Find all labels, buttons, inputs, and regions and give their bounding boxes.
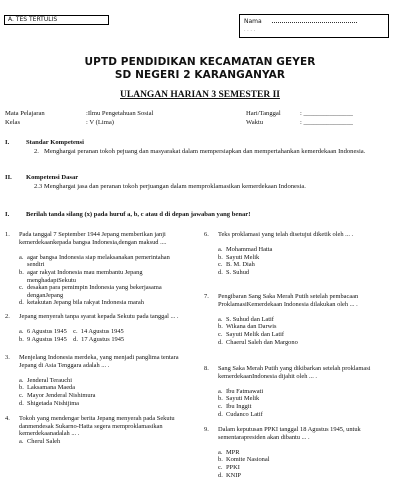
date-label: Hari/Tanggal [246, 110, 281, 117]
subject-label: Mata Pelajaran [5, 110, 45, 117]
class-row: . . . . [244, 27, 256, 33]
answer-option[interactable] [218, 449, 388, 457]
option-letter: a. [19, 328, 24, 336]
option-text: Mayor Jenderal Nishimura [27, 392, 96, 399]
option-text: Ibu Inggit [226, 403, 252, 410]
question-text: Dalam keputusan PPKI tanggal 18 Agustus 1945, untuk sementarapresiden akan dibantu ... . [218, 426, 361, 441]
question-number: 1. [5, 231, 10, 238]
section-1-item: Menghargai peranan tokoh pejuang dan masyarakat dalam mempersiapkan dan mempertahankan kemerdekaan Indonesia. [44, 148, 366, 155]
question-number: 6. [204, 231, 209, 238]
option-text: Cherul Saleh [27, 437, 61, 445]
option-text: Shigetada Nishijima [27, 399, 80, 407]
question-number: 7. [204, 293, 209, 300]
question-text: Pada tanggal 7 September 1944 Jepang memberikan janji kemerdekaankepada bangsa Indonesia,dengan maksud .... [19, 231, 167, 246]
test-type-label: A. TES TERTULIS [8, 16, 58, 23]
question-text: Sang Saka Merah Putih yang dikibarkan setelah proklamasi kemerdekaanIndonesia dijahit oleh ... . [218, 365, 371, 380]
time-value[interactable]: : _______________ [300, 119, 353, 126]
option-letter: c. [19, 392, 24, 399]
answer-option[interactable] [218, 403, 388, 411]
answer-option[interactable] [218, 388, 388, 396]
option-text: Mohammad Hatta [226, 246, 273, 254]
answer-option[interactable] [19, 299, 189, 307]
option-letter: b. [19, 384, 24, 392]
option-text: KNIP [226, 471, 241, 479]
option-letter: c. [218, 331, 223, 338]
answer-option[interactable] [19, 269, 189, 284]
option-text: S. Suhud [226, 269, 250, 276]
answer-option[interactable] [218, 395, 388, 403]
answer-option[interactable] [218, 316, 388, 324]
option-text: Sayuti Melik [226, 253, 260, 261]
section-2-title: Kompetensi Dasar [26, 174, 79, 181]
question-text: Teks proklamasi yang telah disetujui diketik oleh ... . [218, 231, 354, 238]
test-type-box [4, 15, 109, 25]
question-text: Tokoh yang mendengar berita Jepang menyerah pada Sekutu danmendesak Sukarno-Hatta segera memproklamasikan kemerdekaanadalah ... . [19, 415, 175, 437]
class-label: Kelas [5, 119, 21, 126]
answer-option[interactable] [218, 261, 388, 269]
option-letter: d. [218, 338, 223, 346]
time-label: Waktu [246, 119, 264, 126]
answer-option[interactable] [19, 254, 189, 269]
option-text: PPKI [226, 464, 240, 471]
section-2-number: II. [5, 174, 12, 181]
section-2-item: 2.3 Menghargai jasa dan peranan tokoh perjuangan dalam memproklamasikan kemerdekaan Indonesia. [34, 183, 306, 190]
answer-option[interactable] [218, 254, 388, 262]
option-letter: b. [218, 253, 223, 261]
option-text: Chaerul Saleh dan Margono [226, 338, 298, 346]
question-number: 4. [5, 415, 10, 422]
option-text: agar rakyat Indonesia mau membantu Jepang menghadapiSekutu [27, 269, 145, 284]
date-value[interactable]: : _______________ [300, 110, 353, 117]
option-text: Cudanco Latif [226, 410, 263, 418]
option-letter: b. [218, 395, 223, 403]
answer-option[interactable] [19, 400, 189, 408]
class-value: : V (Lima) [86, 119, 114, 126]
answer-option[interactable] [218, 323, 388, 331]
answer-option[interactable] [218, 339, 388, 347]
option-text: desakan para pemimpin Indonesia yang bekerjasama denganJepang [27, 284, 164, 299]
answer-option[interactable] [218, 246, 388, 254]
option-text: B. M. Diah [226, 261, 255, 269]
question-number: 2. [5, 313, 10, 320]
option-letter: d. [218, 269, 223, 276]
name-field[interactable] [272, 22, 357, 23]
option-text: MPR [226, 448, 240, 456]
question-text: Jepang menyerah tanpa syarat kepada Sekutu pada tanggal ... . [19, 313, 179, 320]
question-number: 9. [204, 426, 209, 433]
option-text: Wikana dan Darwis [226, 323, 277, 331]
name-label: Nama [244, 18, 262, 25]
answer-option[interactable] [19, 377, 189, 385]
name-row [244, 18, 384, 26]
option-letter: b. [19, 269, 24, 276]
answer-option[interactable] [218, 456, 388, 464]
answer-option[interactable] [218, 472, 388, 480]
option-letter: d. [19, 299, 24, 307]
option-text: 9 Agustus 1945 d. 17 Agustus 1945 [27, 335, 125, 343]
option-text: agar bangsa Indonesia siap melaksanakan pemerintahan sendiri [27, 253, 172, 269]
option-letter: a. [218, 448, 223, 456]
option-letter: a. [19, 253, 24, 261]
section-1-item-number: 2. [34, 148, 39, 155]
question-text: Pengibaran Sang Saka Merah Putih setelah pembacaan ProklamasiKemerdekaan Indonesia dilakukan oleh ... . [218, 293, 359, 308]
answer-option[interactable] [19, 438, 189, 446]
exam-title: ULANGAN HARIAN 3 SEMESTER II [120, 90, 280, 100]
option-letter: b. [218, 323, 223, 331]
section-1-title: Standar Kompetensi [26, 139, 84, 146]
option-letter: c. [218, 403, 223, 410]
option-letter: d. [218, 471, 223, 479]
school-title: SD NEGERI 2 KARANGANYAR [114, 69, 286, 81]
student-info-box [239, 14, 389, 38]
option-letter: a. [218, 387, 223, 395]
answer-option[interactable] [218, 331, 388, 339]
answer-option[interactable] [19, 284, 189, 299]
answer-option[interactable] [19, 392, 189, 400]
section-1-number: I. [5, 139, 10, 146]
question-text: Menjelang Indonesia merdeka, yang menjadi panglima tentara Jepang di Asia Tenggara adalah ... . [19, 354, 179, 369]
answer-option[interactable] [218, 411, 388, 419]
school-office-title: UPTD PENDIDIKAN KECAMATAN GEYER [84, 56, 316, 68]
option-letter: c. [218, 261, 223, 269]
option-text: 6 Agustus 1945 c. 14 Agustus 1945 [27, 328, 124, 336]
instruction-number: I. [5, 211, 10, 218]
option-text: Ibu Fatmawati [226, 387, 264, 395]
option-letter: a. [218, 315, 223, 323]
instruction: Berilah tanda silang (x) pada huruf a, b, c atau d di depan jawaban yang benar! [26, 211, 251, 218]
option-letter: c. [19, 284, 24, 292]
option-text: Laksamana Maeda [27, 384, 76, 392]
option-text: S. Suhud dan Latif [226, 315, 274, 323]
option-letter: d. [218, 410, 223, 418]
option-letter: a. [19, 437, 24, 445]
option-text: Sayuti Melik dan Latif [226, 331, 285, 338]
option-letter: a. [19, 376, 24, 384]
answer-option[interactable] [19, 328, 189, 336]
answer-option[interactable] [19, 384, 189, 392]
option-letter: b. [218, 456, 223, 464]
option-letter: c. [218, 464, 223, 471]
subject-value: :Ilmu Pengetahuan Sosial [86, 110, 154, 117]
answer-option[interactable] [218, 464, 388, 472]
option-text: Komite Nasional [226, 456, 270, 464]
option-text: ketakutan Jepang bila rakyat Indonesia marah [27, 299, 144, 307]
question-number: 8. [204, 365, 209, 372]
answer-option[interactable] [19, 336, 189, 344]
option-letter: a. [218, 246, 223, 254]
option-text: Jenderal Terauchi [27, 376, 73, 384]
option-letter: d. [19, 399, 24, 407]
question-number: 3. [5, 354, 10, 361]
option-letter: b. [19, 335, 24, 343]
answer-option[interactable] [218, 269, 388, 277]
option-text: Sayuti Melik [226, 395, 260, 403]
